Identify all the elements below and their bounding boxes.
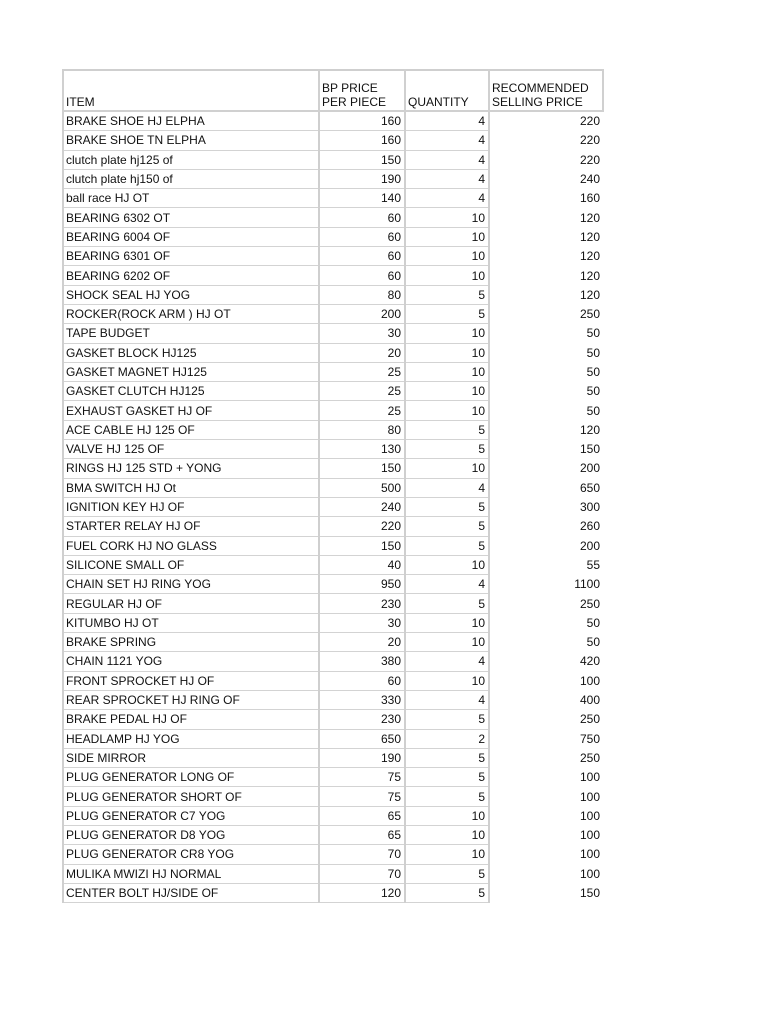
cell-recommended-price: 220: [489, 111, 603, 131]
cell-quantity: 10: [405, 324, 489, 343]
cell-quantity: 4: [405, 652, 489, 671]
cell-recommended-price: 120: [489, 208, 603, 227]
cell-recommended-price: 650: [489, 478, 603, 497]
cell-bp-price: 950: [319, 575, 405, 594]
cell-bp-price: 150: [319, 536, 405, 555]
cell-recommended-price: 50: [489, 382, 603, 401]
table-row: [63, 536, 603, 555]
cell-recommended-price: 50: [489, 362, 603, 381]
cell-bp-price: 65: [319, 806, 405, 825]
cell-quantity: 5: [405, 497, 489, 516]
cell-item: ACE CABLE HJ 125 OF: [63, 420, 319, 439]
cell-bp-price: 140: [319, 189, 405, 208]
cell-recommended-price: 100: [489, 671, 603, 690]
cell-recommended-price: 220: [489, 131, 603, 150]
cell-bp-price: 150: [319, 459, 405, 478]
cell-item: BEARING 6301 OF: [63, 247, 319, 266]
cell-item: FUEL CORK HJ NO GLASS: [63, 536, 319, 555]
cell-bp-price: 240: [319, 497, 405, 516]
cell-quantity: 10: [405, 671, 489, 690]
cell-quantity: 10: [405, 266, 489, 285]
table-row: [63, 517, 603, 536]
cell-quantity: 4: [405, 111, 489, 131]
cell-recommended-price: 55: [489, 555, 603, 574]
cell-recommended-price: 50: [489, 343, 603, 362]
cell-bp-price: 80: [319, 285, 405, 304]
cell-quantity: 5: [405, 304, 489, 323]
cell-quantity: 4: [405, 150, 489, 169]
cell-bp-price: 650: [319, 729, 405, 748]
cell-bp-price: 160: [319, 111, 405, 131]
cell-bp-price: 190: [319, 169, 405, 188]
header-row: [63, 70, 603, 111]
cell-quantity: 10: [405, 633, 489, 652]
table-row: [63, 150, 603, 169]
cell-bp-price: 230: [319, 594, 405, 613]
cell-quantity: 10: [405, 806, 489, 825]
cell-recommended-price: 100: [489, 768, 603, 787]
table-row: [63, 825, 603, 844]
cell-bp-price: 200: [319, 304, 405, 323]
table-row: [63, 806, 603, 825]
table-row: [63, 478, 603, 497]
cell-recommended-price: 200: [489, 536, 603, 555]
price-table: [62, 69, 604, 903]
cell-recommended-price: 250: [489, 748, 603, 767]
cell-item: clutch plate hj125 of: [63, 150, 319, 169]
cell-bp-price: 75: [319, 768, 405, 787]
cell-quantity: 10: [405, 825, 489, 844]
cell-bp-price: 70: [319, 864, 405, 883]
table-header: [63, 70, 603, 111]
cell-item: BRAKE SHOE HJ ELPHA: [63, 111, 319, 131]
cell-item: KITUMBO HJ OT: [63, 613, 319, 632]
cell-recommended-price: 120: [489, 227, 603, 246]
cell-quantity: 5: [405, 883, 489, 902]
cell-item: BRAKE SPRING: [63, 633, 319, 652]
cell-recommended-price: 150: [489, 883, 603, 902]
cell-bp-price: 160: [319, 131, 405, 150]
table-row: [63, 497, 603, 516]
price-list-sheet: [62, 69, 604, 903]
table-row: [63, 208, 603, 227]
cell-quantity: 5: [405, 285, 489, 304]
cell-item: STARTER RELAY HJ OF: [63, 517, 319, 536]
table-row: [63, 324, 603, 343]
cell-quantity: 5: [405, 440, 489, 459]
cell-recommended-price: 250: [489, 710, 603, 729]
cell-item: clutch plate hj150 of: [63, 169, 319, 188]
cell-bp-price: 80: [319, 420, 405, 439]
cell-item: GASKET MAGNET HJ125: [63, 362, 319, 381]
cell-recommended-price: 100: [489, 787, 603, 806]
cell-recommended-price: 200: [489, 459, 603, 478]
table-row: [63, 864, 603, 883]
cell-item: MULIKA MWIZI HJ NORMAL: [63, 864, 319, 883]
cell-bp-price: 65: [319, 825, 405, 844]
header-recommended-price: RECOMMENDED SELLING PRICE: [489, 70, 603, 111]
header-item: ITEM: [63, 70, 319, 111]
cell-quantity: 5: [405, 748, 489, 767]
table-row: [63, 671, 603, 690]
cell-quantity: 4: [405, 575, 489, 594]
table-row: [63, 111, 603, 131]
cell-item: SILICONE SMALL OF: [63, 555, 319, 574]
cell-quantity: 5: [405, 768, 489, 787]
cell-bp-price: 25: [319, 401, 405, 420]
table-row: [63, 845, 603, 864]
cell-bp-price: 60: [319, 671, 405, 690]
cell-bp-price: 40: [319, 555, 405, 574]
cell-recommended-price: 100: [489, 825, 603, 844]
cell-recommended-price: 50: [489, 324, 603, 343]
cell-quantity: 10: [405, 401, 489, 420]
table-row: [63, 304, 603, 323]
table-row: [63, 787, 603, 806]
cell-recommended-price: 420: [489, 652, 603, 671]
cell-bp-price: 30: [319, 613, 405, 632]
cell-item: PLUG GENERATOR C7 YOG: [63, 806, 319, 825]
cell-item: PLUG GENERATOR LONG OF: [63, 768, 319, 787]
cell-item: VALVE HJ 125 OF: [63, 440, 319, 459]
cell-recommended-price: 150: [489, 440, 603, 459]
header-quantity: QUANTITY: [405, 70, 489, 111]
table-row: [63, 362, 603, 381]
cell-quantity: 4: [405, 131, 489, 150]
cell-quantity: 10: [405, 555, 489, 574]
table-row: [63, 169, 603, 188]
cell-recommended-price: 300: [489, 497, 603, 516]
cell-bp-price: 230: [319, 710, 405, 729]
cell-item: PLUG GENERATOR SHORT OF: [63, 787, 319, 806]
cell-recommended-price: 250: [489, 304, 603, 323]
table-row: [63, 440, 603, 459]
table-row: [63, 883, 603, 902]
cell-recommended-price: 250: [489, 594, 603, 613]
table-row: [63, 247, 603, 266]
cell-bp-price: 120: [319, 883, 405, 902]
cell-item: RINGS HJ 125 STD + YONG: [63, 459, 319, 478]
table-row: [63, 555, 603, 574]
cell-item: IGNITION KEY HJ OF: [63, 497, 319, 516]
cell-bp-price: 25: [319, 362, 405, 381]
cell-bp-price: 60: [319, 266, 405, 285]
cell-item: REAR SPROCKET HJ RING OF: [63, 690, 319, 709]
table-row: [63, 382, 603, 401]
cell-quantity: 5: [405, 787, 489, 806]
cell-quantity: 10: [405, 845, 489, 864]
cell-quantity: 10: [405, 208, 489, 227]
cell-bp-price: 190: [319, 748, 405, 767]
cell-recommended-price: 100: [489, 806, 603, 825]
cell-item: SHOCK SEAL HJ YOG: [63, 285, 319, 304]
table-row: [63, 285, 603, 304]
table-row: [63, 227, 603, 246]
cell-item: PLUG GENERATOR D8 YOG: [63, 825, 319, 844]
cell-item: ROCKER(ROCK ARM ) HJ OT: [63, 304, 319, 323]
table-row: [63, 633, 603, 652]
cell-item: CHAIN 1121 YOG: [63, 652, 319, 671]
cell-recommended-price: 120: [489, 285, 603, 304]
cell-quantity: 4: [405, 478, 489, 497]
cell-quantity: 5: [405, 710, 489, 729]
cell-quantity: 10: [405, 343, 489, 362]
cell-recommended-price: 400: [489, 690, 603, 709]
cell-recommended-price: 120: [489, 420, 603, 439]
cell-item: REGULAR HJ OF: [63, 594, 319, 613]
cell-item: BEARING 6202 OF: [63, 266, 319, 285]
cell-quantity: 4: [405, 690, 489, 709]
cell-item: PLUG GENERATOR CR8 YOG: [63, 845, 319, 864]
cell-item: CENTER BOLT HJ/SIDE OF: [63, 883, 319, 902]
cell-quantity: 5: [405, 594, 489, 613]
cell-quantity: 2: [405, 729, 489, 748]
cell-item: BEARING 6004 OF: [63, 227, 319, 246]
cell-quantity: 10: [405, 227, 489, 246]
table-row: [63, 768, 603, 787]
table-row: [63, 652, 603, 671]
cell-item: ball race HJ OT: [63, 189, 319, 208]
cell-bp-price: 60: [319, 227, 405, 246]
cell-recommended-price: 100: [489, 845, 603, 864]
cell-quantity: 10: [405, 247, 489, 266]
table-row: [63, 594, 603, 613]
cell-bp-price: 20: [319, 343, 405, 362]
cell-item: BMA SWITCH HJ Ot: [63, 478, 319, 497]
table-row: [63, 613, 603, 632]
cell-item: BRAKE SHOE TN ELPHA: [63, 131, 319, 150]
cell-item: EXHAUST GASKET HJ OF: [63, 401, 319, 420]
cell-item: BRAKE PEDAL HJ OF: [63, 710, 319, 729]
cell-bp-price: 220: [319, 517, 405, 536]
cell-recommended-price: 50: [489, 401, 603, 420]
cell-bp-price: 70: [319, 845, 405, 864]
cell-quantity: 10: [405, 613, 489, 632]
header-bp-price: BP PRICE PER PIECE: [319, 70, 405, 111]
table-row: [63, 729, 603, 748]
cell-bp-price: 380: [319, 652, 405, 671]
cell-recommended-price: 100: [489, 864, 603, 883]
table-row: [63, 710, 603, 729]
table-row: [63, 343, 603, 362]
cell-quantity: 4: [405, 189, 489, 208]
cell-bp-price: 75: [319, 787, 405, 806]
table-row: [63, 748, 603, 767]
cell-bp-price: 130: [319, 440, 405, 459]
cell-bp-price: 25: [319, 382, 405, 401]
cell-recommended-price: 220: [489, 150, 603, 169]
cell-quantity: 5: [405, 517, 489, 536]
cell-quantity: 10: [405, 382, 489, 401]
cell-item: HEADLAMP HJ YOG: [63, 729, 319, 748]
cell-recommended-price: 240: [489, 169, 603, 188]
table-row: [63, 575, 603, 594]
cell-item: TAPE BUDGET: [63, 324, 319, 343]
cell-recommended-price: 160: [489, 189, 603, 208]
table-row: [63, 459, 603, 478]
cell-item: GASKET CLUTCH HJ125: [63, 382, 319, 401]
table-row: [63, 690, 603, 709]
cell-recommended-price: 50: [489, 633, 603, 652]
cell-quantity: 5: [405, 864, 489, 883]
cell-bp-price: 20: [319, 633, 405, 652]
cell-bp-price: 150: [319, 150, 405, 169]
table-row: [63, 420, 603, 439]
table-row: [63, 266, 603, 285]
cell-recommended-price: 50: [489, 613, 603, 632]
cell-quantity: 4: [405, 169, 489, 188]
cell-recommended-price: 1100: [489, 575, 603, 594]
cell-item: BEARING 6302 OT: [63, 208, 319, 227]
cell-bp-price: 30: [319, 324, 405, 343]
cell-item: FRONT SPROCKET HJ OF: [63, 671, 319, 690]
table-body: [63, 111, 603, 903]
cell-bp-price: 60: [319, 247, 405, 266]
cell-item: CHAIN SET HJ RING YOG: [63, 575, 319, 594]
cell-recommended-price: 120: [489, 266, 603, 285]
cell-bp-price: 330: [319, 690, 405, 709]
cell-bp-price: 500: [319, 478, 405, 497]
cell-quantity: 5: [405, 536, 489, 555]
cell-item: SIDE MIRROR: [63, 748, 319, 767]
cell-recommended-price: 750: [489, 729, 603, 748]
cell-recommended-price: 120: [489, 247, 603, 266]
table-row: [63, 189, 603, 208]
cell-quantity: 5: [405, 420, 489, 439]
cell-recommended-price: 260: [489, 517, 603, 536]
cell-bp-price: 60: [319, 208, 405, 227]
table-row: [63, 401, 603, 420]
cell-quantity: 10: [405, 459, 489, 478]
cell-item: GASKET BLOCK HJ125: [63, 343, 319, 362]
table-row: [63, 131, 603, 150]
cell-quantity: 10: [405, 362, 489, 381]
